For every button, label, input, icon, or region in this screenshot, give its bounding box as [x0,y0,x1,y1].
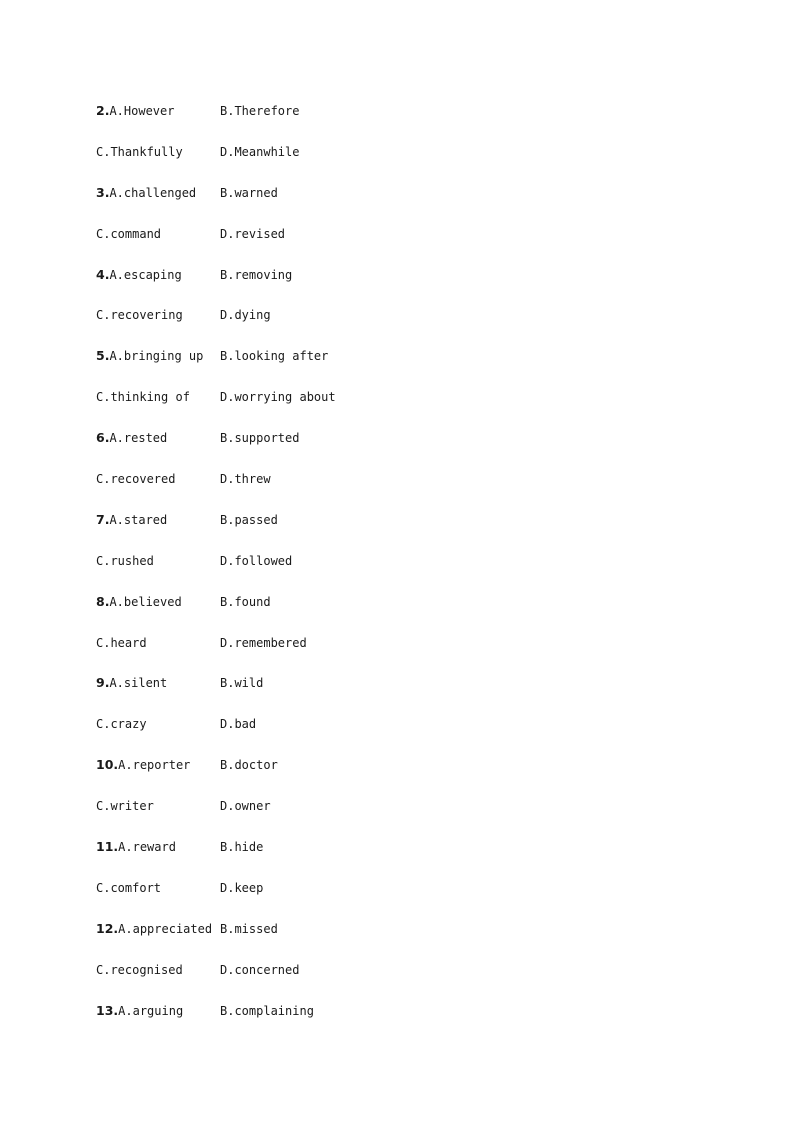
question-number: 8. [96,593,110,609]
question-row-4-cd [96,305,716,346]
question-number: 4. [96,266,110,282]
option-d: D.threw [220,472,271,487]
question-row-11-ab [96,837,716,878]
option-c: C.heard [96,635,147,650]
question-row-2-ab [96,101,716,142]
option-d: D.followed [220,553,293,568]
option-d: D.remembered [220,635,307,650]
question-number: 3. [96,184,110,200]
question-number: 12. [96,920,119,936]
question-row-12-cd [96,960,716,1001]
question-row-7-cd [96,551,716,592]
option-a: 7.A.stared [96,511,168,527]
option-a: 6.A.rested [96,430,168,446]
option-c: C.recovered [96,472,176,487]
option-d: D.Meanwhile [220,144,300,159]
option-c: C.Thankfully [96,144,183,159]
option-b: B.warned [220,185,278,200]
option-d: D.owner [220,799,271,814]
option-a: 10.A.reporter [96,757,191,773]
option-c: C.crazy [96,717,147,732]
question-number: 5. [96,348,110,364]
question-row-5-cd [96,387,716,428]
question-row-8-cd [96,633,716,674]
question-row-10-cd [96,796,716,837]
question-row-10-ab [96,755,716,796]
option-d: D.dying [220,308,271,323]
option-a: 11.A.reward [96,839,176,855]
question-number: 6. [96,430,110,446]
question-row-11-cd [96,878,716,919]
option-c: C.recognised [96,962,183,977]
question-row-6-cd [96,469,716,510]
option-c: C.recovering [96,308,183,323]
question-row-3-ab [96,183,716,224]
option-c: C.rushed [96,553,154,568]
option-b: B.found [220,594,271,609]
option-d: D.bad [220,717,257,732]
option-b: B.doctor [220,758,278,773]
option-a: 4.A.escaping [96,266,182,282]
question-number: 9. [96,675,110,691]
question-row-4-ab [96,265,716,306]
question-row-12-ab [96,919,716,960]
question-row-2-cd [96,142,716,183]
option-c: C.thinking of [96,390,190,405]
option-b: B.passed [220,512,278,527]
question-number: 11. [96,839,119,855]
option-a: 12.A.appreciated [96,920,213,936]
option-c: C.writer [96,799,154,814]
option-d: D.concerned [220,962,300,977]
option-c: C.comfort [96,880,162,895]
option-a: 13.A.arguing [96,1002,184,1018]
question-row-8-ab [96,592,716,633]
option-a: 8.A.believed [96,593,182,609]
option-b: B.missed [220,921,278,936]
question-number: 2. [96,103,110,118]
option-d: D.revised [220,226,286,241]
option-b: B.supported [220,431,300,446]
question-row-3-cd [96,224,716,265]
option-a: 9.A.silent [96,675,168,691]
question-number: 7. [96,511,110,527]
question-row-9-cd [96,714,716,755]
option-a: 3.A.challenged [96,184,197,200]
question-list [96,101,716,1041]
option-d: D.keep [220,880,264,895]
question-row-9-ab [96,673,716,714]
option-a: 5.A.bringing up [96,348,204,364]
option-d: D.worrying about [220,390,336,405]
question-row-7-ab [96,510,716,551]
option-b: B.Therefore [220,104,300,118]
question-number: 10. [96,757,119,773]
option-b: B.removing [220,267,293,282]
option-a: 2.A.However [96,103,175,118]
question-row-5-ab [96,346,716,387]
question-row-6-ab [96,428,716,469]
question-row-13-ab [96,1001,716,1042]
option-b: B.hide [220,840,264,855]
option-b: B.wild [220,676,264,691]
option-c: C.command [96,226,162,241]
option-b: B.complaining [220,1003,314,1018]
option-b: B.looking after [220,349,329,364]
question-number: 13. [96,1002,119,1018]
